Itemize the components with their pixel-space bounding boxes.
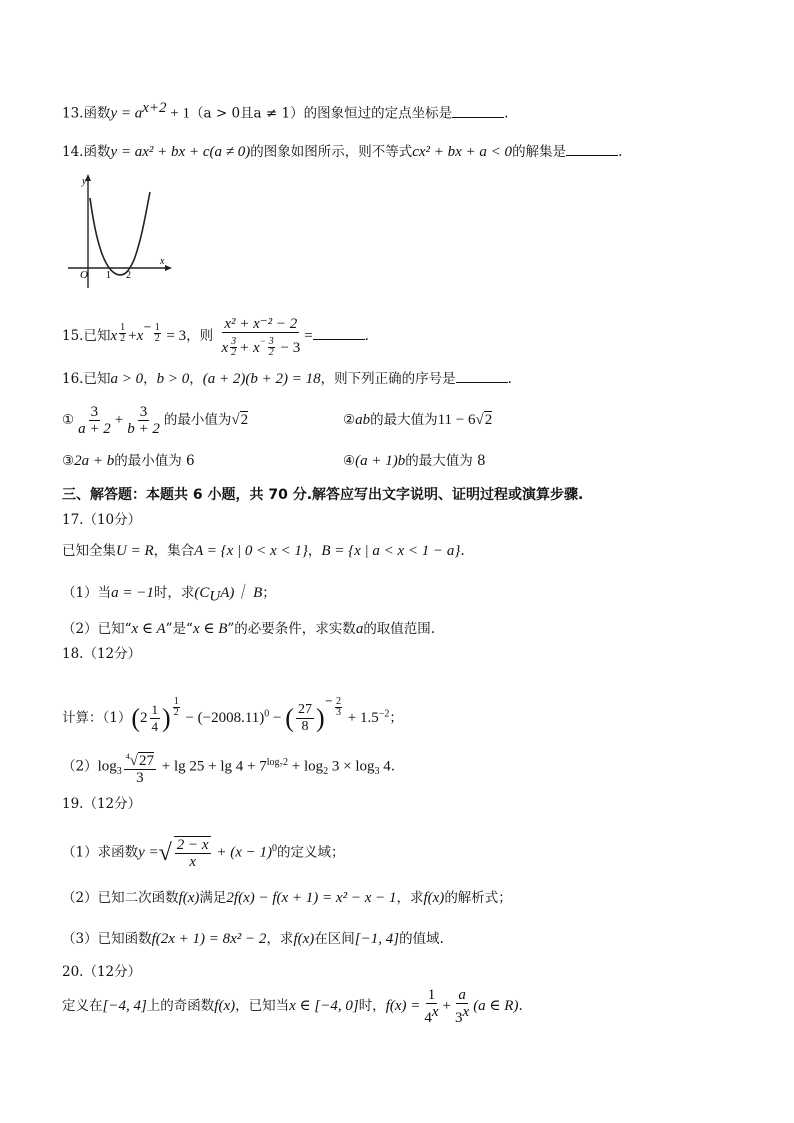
x-axis-arrow bbox=[165, 265, 172, 271]
q18-part2: $(2)\log_3$ $\frac{^4√27}{3}$ + $\lg 25 + \lg 4 + 7^{log_72} + \log_2 3 \times \log_3 4$. bbox=[62, 740, 395, 795]
q17-header: 17.（10分） bbox=[62, 512, 142, 528]
q16-line: 16.已知a > 0，b > 0，(a + 2)(b + 2) = 18，则下列正确的序号是 . bbox=[62, 368, 512, 389]
q19-header: 19.（12分） bbox=[62, 796, 142, 812]
q18-part1: 计算：（1）(2 $\frac{1}{4}$ ) $\frac{1}{2}$ − $(-2008.11)^0$ − ( $\frac{27}{8}$ )− $\frac{2}{3}$ + $1.5^{-2}$； bbox=[62, 696, 403, 734]
q20-stem: 定义在[−4, 4]上的奇函数f(x)，已知当x ∈ [−4, 0]时，f(x) = $\frac{1}{4^x}$ + $\frac{a}{3^x}$ (a ∈ R). bbox=[62, 987, 523, 1026]
graph-origin: O bbox=[80, 269, 88, 281]
q16-opt2: ②ab的最大值为11 − 6√2 bbox=[343, 412, 493, 428]
q17-part1: （1）当a = −1时，求$(C_UA)|$ B； bbox=[62, 585, 276, 605]
answer-blank bbox=[566, 141, 618, 156]
q19-part3: （3）已知函数f(2x + 1) = 8x² − 2，求f(x)在区间[−1, 4]的值域. bbox=[62, 931, 444, 947]
q14-line: 14.函数y = ax² + bx + c(a ≠ 0)的图象如图所示，则不等式cx² + bx + a < 0的解集是 . bbox=[62, 141, 622, 162]
parabola-graph bbox=[64, 172, 176, 290]
answer-blank bbox=[452, 103, 504, 118]
q13-line: 13.函数$y = a^{x+2} + 1(a > 0$且a ≠ 1）的图象恒过的定点坐标是 . bbox=[62, 100, 509, 122]
q16-opt4: ④(a + 1)b的最大值为 8 bbox=[343, 453, 486, 469]
parabola-curve bbox=[90, 192, 150, 275]
q18-header: 18.（12分） bbox=[62, 646, 142, 662]
q16-opt1: ① $\frac{3}{a + 2}$ + $\frac{3}{b + 2}$ 的最小值为√2 bbox=[62, 404, 249, 437]
q19-part1: （1）求函数y =√ $\frac{2 - x}{x}$ + $(x - 1)^0$的定义域； bbox=[62, 837, 345, 870]
q17-part2: （2）已知“x ∈ A”是“x ∈ B”的必要条件，求实数a的取值范围. bbox=[62, 621, 436, 637]
q19-part2: （2）已知二次函数f(x)满足2f(x) − f(x + 1) = x² − x − 1，求f(x)的解析式； bbox=[62, 890, 512, 906]
answer-blank bbox=[313, 325, 365, 340]
q15-line: 15.已知x $\frac{1}{2}$ +x− $\frac{1}{2}$ = 3，则 x² + x⁻² − 2 x $\frac{3}{2}$ + x− $\frac{3}{2}$ − 3 = . bbox=[62, 315, 369, 358]
q16-opt3: ③2a + b的最小值为 6 bbox=[62, 453, 195, 469]
section-title: 三、解答题：本题共 6 小题，共 70 分.解答应写出文字说明、证明过程或演算步骤. bbox=[62, 487, 584, 503]
graph-axis-x: x bbox=[160, 256, 165, 267]
graph-tick-2: 2 bbox=[126, 270, 131, 281]
q15-fraction: x² + x⁻² − 2 x $\frac{3}{2}$ + x− $\frac{3}{2}$ − 3 bbox=[221, 315, 301, 358]
graph-axis-y: y bbox=[82, 176, 87, 187]
answer-blank bbox=[456, 368, 508, 383]
q13-expr: y = a bbox=[110, 105, 143, 122]
q20-header: 20.（12分） bbox=[62, 964, 142, 980]
graph-tick-1: 1 bbox=[106, 270, 111, 281]
q17-stem: 已知全集U = R，集合A = {x | 0 < x < 1}，B = {x | a < x < 1 − a}. bbox=[62, 543, 465, 559]
